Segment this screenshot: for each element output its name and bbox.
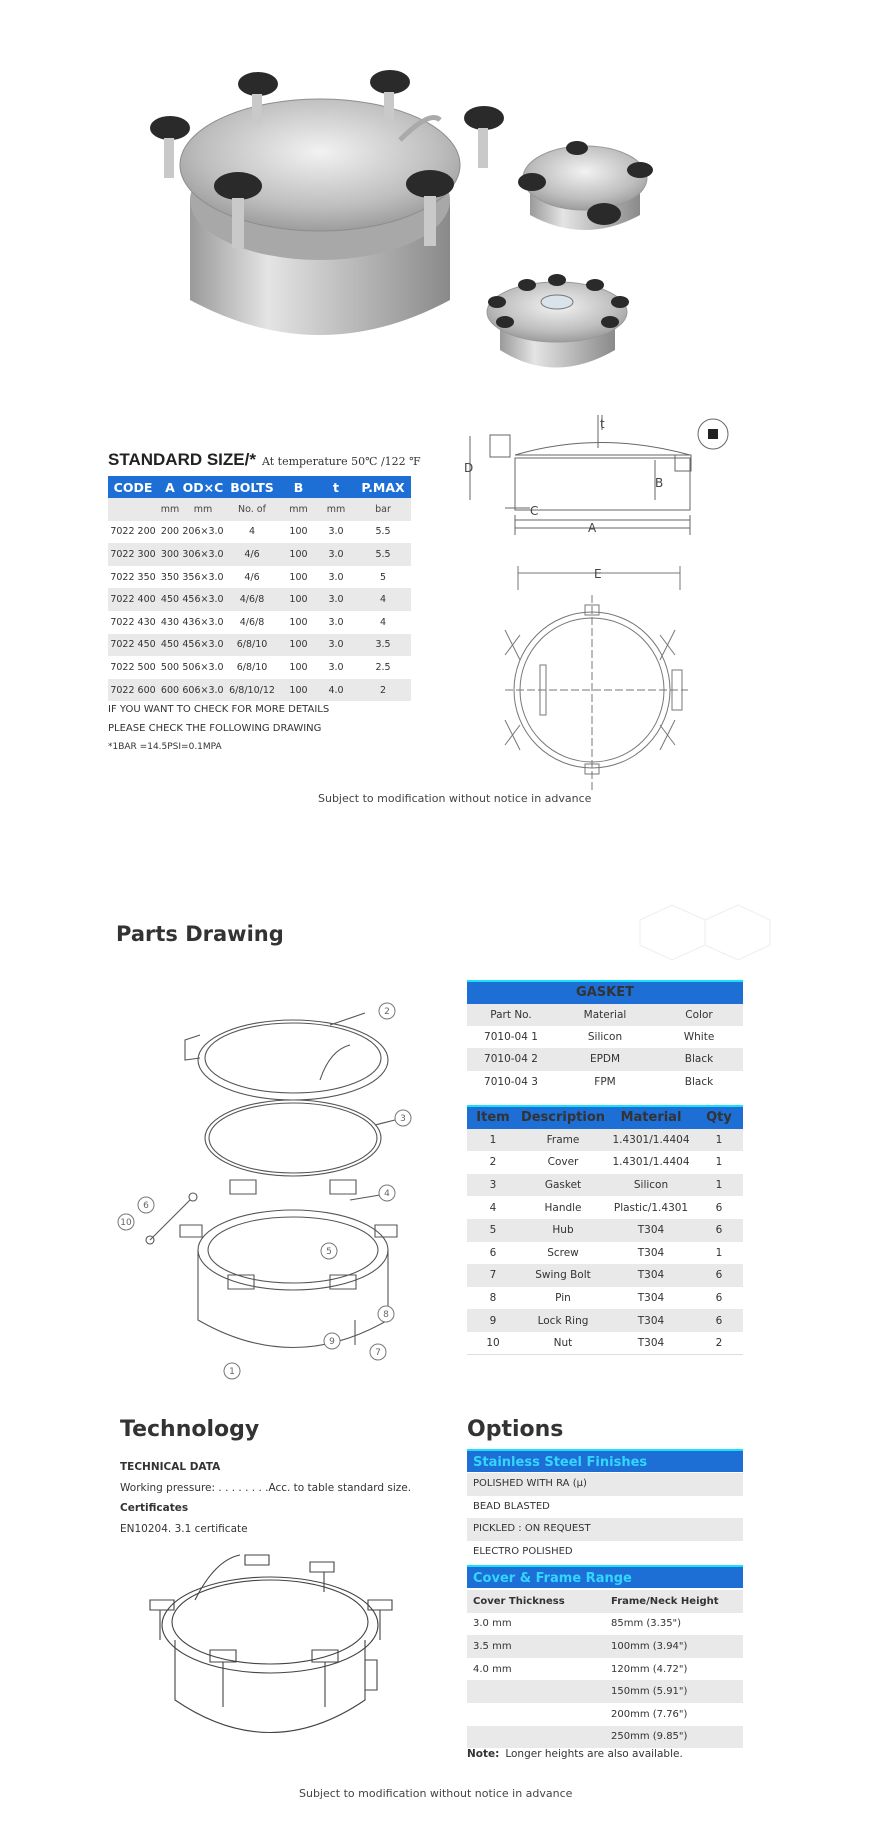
- footer-disclaimer: Subject to modification without notice in advance: [318, 792, 592, 805]
- table-cell: 4: [489, 1201, 497, 1214]
- table-cell: 3.5 mm: [467, 1635, 605, 1658]
- col-header: Color: [655, 1004, 743, 1026]
- table-cell: 3.0: [328, 661, 344, 673]
- table-cell: 3.0: [328, 571, 344, 583]
- col-header: A: [158, 476, 182, 498]
- unit-cell: No. of: [224, 498, 280, 521]
- table-cell: 6: [489, 1246, 497, 1259]
- table-cell: Plastic/1.4301: [613, 1201, 689, 1214]
- callout-6-label: 6: [143, 1201, 149, 1211]
- table-cell: [467, 1726, 605, 1749]
- col-header: Material: [555, 1004, 655, 1026]
- table-cell: 3.5: [355, 634, 411, 657]
- table-cell: 85mm (3.35"): [611, 1618, 682, 1630]
- col-header: t: [317, 476, 355, 498]
- table-cell: 3.0: [317, 588, 355, 611]
- options-title: Options: [467, 1417, 564, 1442]
- working-pressure: Working pressure: . . . . . . . .Acc. to table standard size.: [120, 1481, 412, 1494]
- col-header: OD×C: [182, 476, 224, 498]
- table-cell: 7022 350: [110, 571, 156, 583]
- table-cell: 606×3.0: [182, 679, 224, 702]
- table-cell: 100: [280, 634, 317, 657]
- cover-frame-header: Cover & Frame Range: [467, 1565, 743, 1588]
- finishes-header: Stainless Steel Finishes: [467, 1449, 743, 1472]
- callout-2-label: 2: [384, 1007, 390, 1017]
- col-header: CODE: [108, 476, 158, 498]
- table-cell: 100: [289, 661, 308, 673]
- table-cell: 150mm (5.91"): [605, 1680, 743, 1703]
- table-cell: 306×3.0: [182, 543, 224, 566]
- callout-9-label: 9: [329, 1337, 335, 1347]
- table-cell: 206×3.0: [182, 526, 224, 538]
- table-cell: 6/8/10: [236, 661, 268, 673]
- table-cell: T304: [637, 1292, 665, 1305]
- table-cell: 7010-04 1: [484, 1030, 538, 1043]
- col-header: Qty: [695, 1106, 743, 1129]
- table-cell: Silicon: [587, 1030, 623, 1043]
- table-cell: 6: [695, 1309, 743, 1332]
- table-cell: T304: [607, 1219, 695, 1242]
- table-cell: Silicon: [607, 1174, 695, 1197]
- table-cell: 8: [489, 1292, 497, 1305]
- table-cell: Black: [684, 1076, 714, 1089]
- table-cell: 100: [280, 588, 317, 611]
- table-cell: T304: [607, 1309, 695, 1332]
- col-header: Frame/Neck Height: [605, 1590, 743, 1613]
- table-cell: 10: [486, 1336, 500, 1349]
- table-cell: Hub: [519, 1219, 607, 1242]
- table-cell: 6/8/10: [224, 634, 280, 657]
- table-cell: 250mm (9.85"): [605, 1726, 743, 1749]
- dim-label-e: E: [594, 567, 602, 581]
- finish-option: BEAD BLASTED: [473, 1501, 550, 1512]
- table-cell: 4: [379, 616, 387, 628]
- table-cell: White: [683, 1030, 715, 1043]
- col-header: B: [280, 476, 317, 498]
- table-cell: 100: [280, 543, 317, 566]
- col-header: Cover Thickness: [467, 1590, 605, 1613]
- dim-label-b: B: [655, 476, 664, 490]
- table-cell: 4/6: [244, 571, 260, 583]
- table-cell: Pin: [555, 1292, 571, 1305]
- table-row: [467, 1703, 743, 1726]
- table-cell: 5.5: [375, 526, 391, 538]
- table-cell: 7010-04 3: [484, 1076, 538, 1089]
- certificate-value: EN10204. 3.1 certificate: [120, 1522, 248, 1535]
- table-cell: 1.4301/1.4404: [612, 1156, 690, 1169]
- note-label: Note:: [467, 1748, 500, 1760]
- table-cell: Gasket: [519, 1174, 607, 1197]
- table-cell: 2: [715, 1336, 723, 1349]
- technical-data-label: TECHNICAL DATA: [120, 1461, 221, 1473]
- table-cell: 9: [467, 1309, 519, 1332]
- callout-7-label: 7: [375, 1348, 381, 1358]
- cover-frame-table: [467, 1590, 743, 1748]
- note-line: IF YOU WANT TO CHECK FOR MORE DETAILS: [108, 704, 330, 715]
- table-cell: 7022 400: [108, 588, 158, 611]
- table-cell: 1: [695, 1174, 743, 1197]
- table-row: [467, 1635, 743, 1658]
- col-header: Part No.: [467, 1004, 555, 1026]
- col-header: Item: [467, 1106, 519, 1129]
- table-cell: 3.0: [328, 526, 344, 538]
- table-cell: Lock Ring: [519, 1309, 607, 1332]
- table-cell: Swing Bolt: [519, 1264, 607, 1287]
- col-header: BOLTS: [224, 476, 280, 498]
- dim-label-a: A: [588, 521, 597, 535]
- finish-option: ELECTRO POLISHED: [473, 1546, 573, 1557]
- dim-label-c: C: [530, 504, 539, 518]
- standard-size-heading: STANDARD SIZE/*: [108, 450, 256, 469]
- table-cell: 356×3.0: [182, 571, 224, 583]
- table-cell: EPDM: [555, 1048, 655, 1071]
- table-cell: 4/6/8: [239, 616, 265, 628]
- table-cell: 100: [280, 679, 317, 702]
- table-cell: T304: [637, 1336, 665, 1349]
- table-cell: 7010-04 2: [467, 1048, 555, 1071]
- table-cell: 7022 430: [110, 616, 156, 628]
- dim-label-d: D: [464, 461, 474, 475]
- table-cell: 4: [355, 588, 411, 611]
- table-cell: 3: [467, 1174, 519, 1197]
- table-cell: 300: [158, 543, 182, 566]
- table-row: [467, 1726, 743, 1749]
- table-row: [467, 1613, 743, 1636]
- col-header: Description: [519, 1106, 607, 1129]
- table-cell: 7022 600: [108, 679, 158, 702]
- table-cell: 500: [160, 661, 180, 673]
- table-row: [467, 1680, 743, 1703]
- table-row: [467, 1658, 743, 1681]
- table-cell: 100: [289, 526, 308, 538]
- callout-1-label: 1: [229, 1367, 235, 1377]
- table-cell: 450: [158, 588, 182, 611]
- table-cell: 450: [158, 634, 182, 657]
- note-text: Longer heights are also available.: [505, 1748, 683, 1760]
- table-cell: 100: [289, 616, 308, 628]
- table-cell: 456×3.0: [182, 634, 224, 657]
- unit-cell: mm: [158, 498, 182, 521]
- table-cell: [467, 1703, 605, 1726]
- table-cell: 200: [160, 526, 180, 538]
- table-cell: 100mm (3.94"): [605, 1635, 743, 1658]
- table-cell: 456×3.0: [182, 588, 224, 611]
- cover-frame-note: [467, 1748, 683, 1760]
- technology-title: Technology: [120, 1417, 260, 1442]
- table-cell: 7022 450: [108, 634, 158, 657]
- table-cell: Nut: [553, 1336, 573, 1349]
- table-cell: 4: [248, 526, 256, 538]
- table-cell: 3.0: [317, 543, 355, 566]
- table-cell: 1.4301/1.4404: [607, 1129, 695, 1152]
- table-cell: 200mm (7.76"): [611, 1708, 688, 1720]
- finish-option: POLISHED WITH RA (μ): [467, 1473, 743, 1496]
- unit-cell: mm: [317, 498, 355, 521]
- table-cell: 350: [160, 571, 180, 583]
- table-cell: 600: [158, 679, 182, 702]
- table-cell: 3.0: [317, 634, 355, 657]
- dim-label-t: t: [600, 417, 605, 431]
- finish-option: PICKLED : ON REQUEST: [467, 1518, 743, 1541]
- table-cell: Handle: [544, 1201, 582, 1214]
- callout-10-label: 10: [120, 1218, 132, 1228]
- table-cell: 2.5: [375, 661, 391, 673]
- table-cell: 120mm (4.72"): [611, 1663, 688, 1675]
- parts-drawing-title: Parts Drawing: [116, 922, 284, 946]
- table-cell: 3.0 mm: [473, 1618, 512, 1630]
- table-cell: T304: [607, 1264, 695, 1287]
- table-cell: 7022 300: [108, 543, 158, 566]
- table-cell: Frame: [519, 1129, 607, 1152]
- table-cell: 6/8/10/12: [224, 679, 280, 702]
- table-cell: 6: [695, 1219, 743, 1242]
- table-cell: 6: [715, 1292, 723, 1305]
- table-cell: T304: [637, 1246, 665, 1259]
- callout-8-label: 8: [383, 1310, 389, 1320]
- table-cell: 436×3.0: [182, 616, 224, 628]
- callout-3-label: 3: [400, 1114, 406, 1124]
- cover-frame-header-row: [467, 1590, 743, 1613]
- table-cell: 1: [715, 1246, 723, 1259]
- table-cell: 2: [489, 1156, 497, 1169]
- table-cell: 430: [160, 616, 180, 628]
- table-cell: 7: [467, 1264, 519, 1287]
- table-cell: 4/6: [224, 543, 280, 566]
- gasket-title: GASKET: [467, 981, 743, 1004]
- table-cell: 4/6/8: [224, 588, 280, 611]
- note-line: PLEASE CHECK THE FOLLOWING DRAWING: [108, 723, 322, 734]
- col-header: P.MAX: [355, 476, 411, 498]
- table-cell: [467, 1680, 605, 1703]
- table-cell: 7022 200: [110, 526, 156, 538]
- callout-5-label: 5: [326, 1247, 332, 1257]
- col-header: Material: [607, 1106, 695, 1129]
- table-cell: 1: [695, 1129, 743, 1152]
- table-cell: 3.0: [328, 616, 344, 628]
- unit-cell: mm: [182, 498, 224, 521]
- table-cell: 2: [355, 679, 411, 702]
- footer-disclaimer-bottom: Subject to modification without notice in advance: [299, 1787, 573, 1800]
- table-cell: 6: [695, 1264, 743, 1287]
- note-line: *1BAR =14.5PSI=0.1MPA: [108, 742, 222, 752]
- table-cell: FPM: [594, 1076, 616, 1089]
- unit-cell: bar: [355, 498, 411, 521]
- table-cell: 4.0 mm: [473, 1663, 512, 1675]
- table-cell: Black: [655, 1048, 743, 1071]
- table-cell: 1: [467, 1129, 519, 1152]
- table-cell: 100: [289, 571, 308, 583]
- table-cell: 5: [379, 571, 387, 583]
- temperature-note: At temperature 50℃ /122 ℉: [261, 455, 421, 468]
- table-cell: Cover: [547, 1156, 579, 1169]
- table-cell: 6: [715, 1201, 723, 1214]
- table-cell: Screw: [547, 1246, 579, 1259]
- certificates-label: Certificates: [120, 1502, 189, 1514]
- table-cell: 1: [715, 1156, 723, 1169]
- table-cell: 5.5: [355, 543, 411, 566]
- callout-4-label: 4: [384, 1189, 390, 1199]
- table-cell: 7022 500: [110, 661, 156, 673]
- unit-cell: mm: [280, 498, 317, 521]
- table-cell: 4.0: [317, 679, 355, 702]
- table-cell: 5: [467, 1219, 519, 1242]
- table-cell: 506×3.0: [182, 661, 224, 673]
